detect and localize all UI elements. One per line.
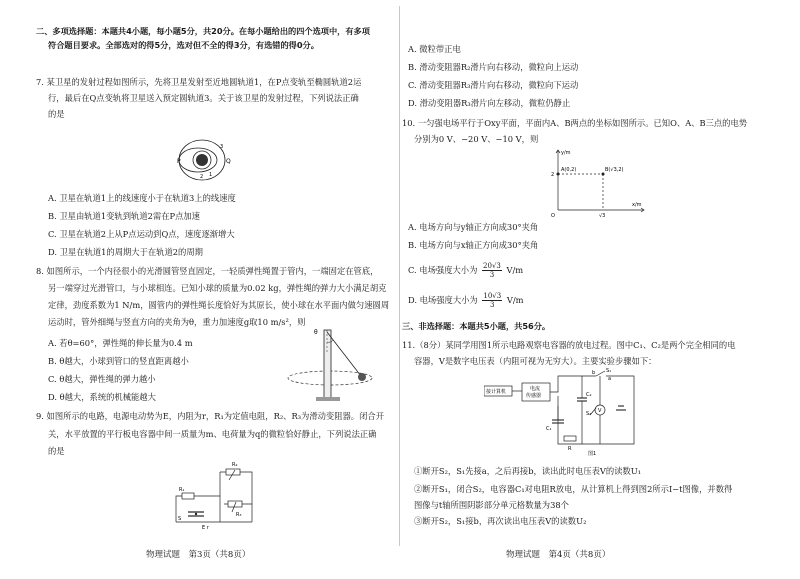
section-header-multiple-choice: 二、多项选择题：本题共4小题，每小题5分，共20分。在每小题给出的四个选项中，有多项 bbox=[36, 26, 370, 36]
q9-option-a: A. 微粒带正电 bbox=[408, 44, 461, 54]
label-a: A(0,2) bbox=[561, 167, 577, 173]
q10-option-c-numerator: 20√3 bbox=[483, 262, 501, 270]
footer-page-3: 物理试题 第3页（共8页） bbox=[146, 550, 251, 560]
q10-option-d-fraction bbox=[482, 292, 502, 309]
label-1: 1 bbox=[209, 172, 213, 178]
label-sensor-line-2: 传感器 bbox=[526, 393, 542, 399]
label-r: R bbox=[568, 446, 572, 452]
label-sqrt3: √3 bbox=[599, 213, 606, 218]
q10-option-d-denominator: 3 bbox=[490, 301, 495, 309]
q9-stem-line-3: 的是 bbox=[48, 446, 65, 456]
label-3: 3 bbox=[220, 144, 224, 150]
q10-coordinate-figure bbox=[540, 146, 650, 218]
q10-option-c-fraction bbox=[482, 262, 502, 279]
label-x-axis: x/m bbox=[632, 202, 642, 208]
label-s1: S₁ bbox=[606, 368, 612, 374]
resistor-r bbox=[564, 436, 576, 441]
q11-step-2: ②断开S₁，闭合S₂，电容器C₁对电阻R放电，从计算机上得到图2所示I−t图像，并数得 bbox=[414, 484, 733, 494]
q9-stem-line-2: 关，水平放置的平行板电容器中间一质量为m、电荷量为q的微粒恰好静止，下列说法正确 bbox=[48, 429, 377, 439]
q7-option-b: B. 卫星由轨道1变轨到轨道2需在P点加速 bbox=[48, 211, 200, 221]
section-header-non-choice: 三、非选择题：本题共5小题，共56分。 bbox=[402, 321, 551, 331]
label-r3: R₃ bbox=[236, 512, 242, 518]
q8-stem-line-1: 8. 如图所示，一个内径很小的光滑圆管竖直固定，一轻质弹性绳置于管内，一端固定在管底， bbox=[36, 266, 379, 276]
q7-option-a: A. 卫星在轨道1上的线速度小于在轨道3上的线速度 bbox=[48, 193, 236, 203]
q7-stem-line-3: 的是 bbox=[48, 109, 65, 119]
label-a: a bbox=[608, 376, 612, 382]
label-theta: θ bbox=[314, 329, 318, 336]
q11-step-2-cont: 图像与t轴所围阴影部分单元格数量为38个 bbox=[414, 500, 569, 510]
switch-s1 bbox=[596, 371, 605, 376]
q10-option-c-unit: V/m bbox=[506, 265, 524, 275]
q11-stem-line-1: 11.（8分）某同学用图1所示电路观察电容器的放电过程。图中C₁、C₂是两个完全相同的电 bbox=[402, 340, 736, 350]
label-s: S bbox=[178, 516, 182, 522]
r2-resistor bbox=[226, 469, 240, 475]
footer-page-4: 物理试题 第4页（共8页） bbox=[506, 550, 611, 560]
tube-base bbox=[316, 397, 340, 401]
label-r1: R₁ bbox=[179, 487, 185, 493]
label-b: b bbox=[592, 370, 596, 376]
q10-option-d-prefix: D. 电场强度大小为 bbox=[408, 295, 478, 305]
page-4 bbox=[400, 0, 800, 579]
r1-resistor bbox=[182, 493, 194, 499]
q10-stem-line-2: 分别为0 V、−20 V、−10 V，则 bbox=[414, 134, 539, 144]
label-sensor-line-1: 电流 bbox=[530, 386, 541, 392]
ball bbox=[358, 373, 366, 381]
label-c2: C₂ bbox=[586, 392, 592, 398]
particle bbox=[195, 513, 197, 515]
label-s2: S₂ bbox=[586, 411, 592, 417]
q11-step-3: ③断开S₂，S₁接b，再次读出电压表V的读数U₂ bbox=[414, 516, 587, 526]
q7-option-d: D. 卫星在轨道1的周期大于在轨道2的周期 bbox=[48, 247, 203, 257]
q10-option-c-denominator: 3 bbox=[489, 271, 495, 279]
q9-stem-line-1: 9. 如图所示的电路，电源电动势为E，内阻为r，R₁为定值电阻，R₂、R₃为滑动变阻器。闭合开 bbox=[36, 411, 384, 421]
label-y-axis: y/m bbox=[561, 150, 571, 156]
vertical-tube bbox=[324, 330, 331, 398]
label-computer: 接计算机 bbox=[486, 389, 507, 395]
q9-option-c: C. 滑动变阻器R₃滑片向右移动，微粒向下运动 bbox=[408, 80, 579, 90]
section-header-scoring: 符合题目要求。全部选对的得5分，选对但不全的得3分，有选错的得0分。 bbox=[48, 40, 319, 50]
q8-stem-line-2: 另一端穿过光滑管口，与小球相连。已知小球的质量为0.02 kg，弹性绳的弹力大小满足胡克 bbox=[48, 283, 387, 293]
q10-option-d-numerator: 10√3 bbox=[483, 292, 502, 300]
label-2: 2 bbox=[200, 174, 204, 180]
label-origin: O bbox=[551, 213, 555, 218]
q10-option-c-prefix: C. 电场强度大小为 bbox=[408, 265, 478, 275]
q11-stem-line-2: 容器，V是数字电压表（内阻可视为无穷大）。主要实验步骤如下： bbox=[414, 356, 657, 366]
q10-option-c bbox=[408, 262, 523, 279]
label-p: P bbox=[177, 158, 181, 165]
q10-option-d-unit: V/m bbox=[506, 295, 524, 305]
string bbox=[327, 332, 361, 376]
q8-stem-line-4: 运动时，管外细绳与竖直方向的夹角为θ，重力加速度g取10 m/s²，则 bbox=[48, 317, 306, 327]
q9-option-d: D. 滑动变阻器R₃滑片向左移动，微粒仍静止 bbox=[408, 98, 571, 108]
label-q: Q bbox=[226, 158, 231, 165]
q8-option-a: A. 若θ=60°，弹性绳的伸长量为0.4 m bbox=[48, 338, 193, 348]
q9-circuit-figure bbox=[166, 458, 262, 530]
label-e-r: E r bbox=[202, 525, 209, 530]
figure-1-caption: 图1 bbox=[588, 451, 597, 456]
q8-stem-line-3: 定律，劲度系数为1 N/m，圆管内的弹性绳长度恰好为其原长，使小球在水平面内做匀速圆周 bbox=[48, 300, 390, 310]
label-v: V bbox=[598, 408, 602, 414]
q9-option-b: B. 滑动变阻器R₂滑片向右移动，微粒向上运动 bbox=[408, 62, 579, 72]
q7-stem-line-1: 7. 某卫星的发射过程如图所示，先将卫星发射至近地圆轨道1，在P点变轨至椭圆轨道2运 bbox=[36, 77, 362, 87]
earth bbox=[196, 154, 208, 166]
q7-stem-line-2: 行，最后在Q点变轨将卫星送入预定圆轨道3。关于该卫星的发射过程，下列说法正确 bbox=[48, 93, 359, 103]
label-two: 2 bbox=[551, 172, 555, 178]
label-c1: C₁ bbox=[546, 426, 552, 432]
q10-option-a: A. 电场方向与y轴正方向成30°夹角 bbox=[408, 222, 539, 232]
q10-option-b: B. 电场方向与x轴正方向成30°夹角 bbox=[408, 240, 539, 250]
label-b: B(√3,2) bbox=[605, 167, 624, 173]
q8-option-b: B. θ越大，小球到管口的竖直距离越小 bbox=[48, 356, 189, 366]
q11-step-1: ①断开S₂，S₁先接a，之后再接b，读出此时电压表V的读数U₁ bbox=[414, 466, 642, 476]
q8-tube-figure bbox=[286, 320, 378, 404]
q11-circuit-figure bbox=[484, 368, 654, 456]
q8-option-c: C. θ越大，弹性绳的弹力越小 bbox=[48, 374, 156, 384]
q10-option-d bbox=[408, 292, 523, 309]
q7-option-c: C. 卫星在轨道2上从P点运动到Q点，速度逐渐增大 bbox=[48, 229, 235, 239]
q10-stem-line-1: 10. 一匀强电场平行于Oxy平面，平面内A、B两点的坐标如图所示。已知O、A、B三点的电势 bbox=[402, 118, 748, 128]
q7-orbit-figure bbox=[176, 136, 232, 186]
point-a bbox=[557, 173, 560, 176]
label-r2: R₂ bbox=[232, 462, 238, 468]
q8-option-d: D. θ越大，系统的机械能越大 bbox=[48, 392, 156, 402]
